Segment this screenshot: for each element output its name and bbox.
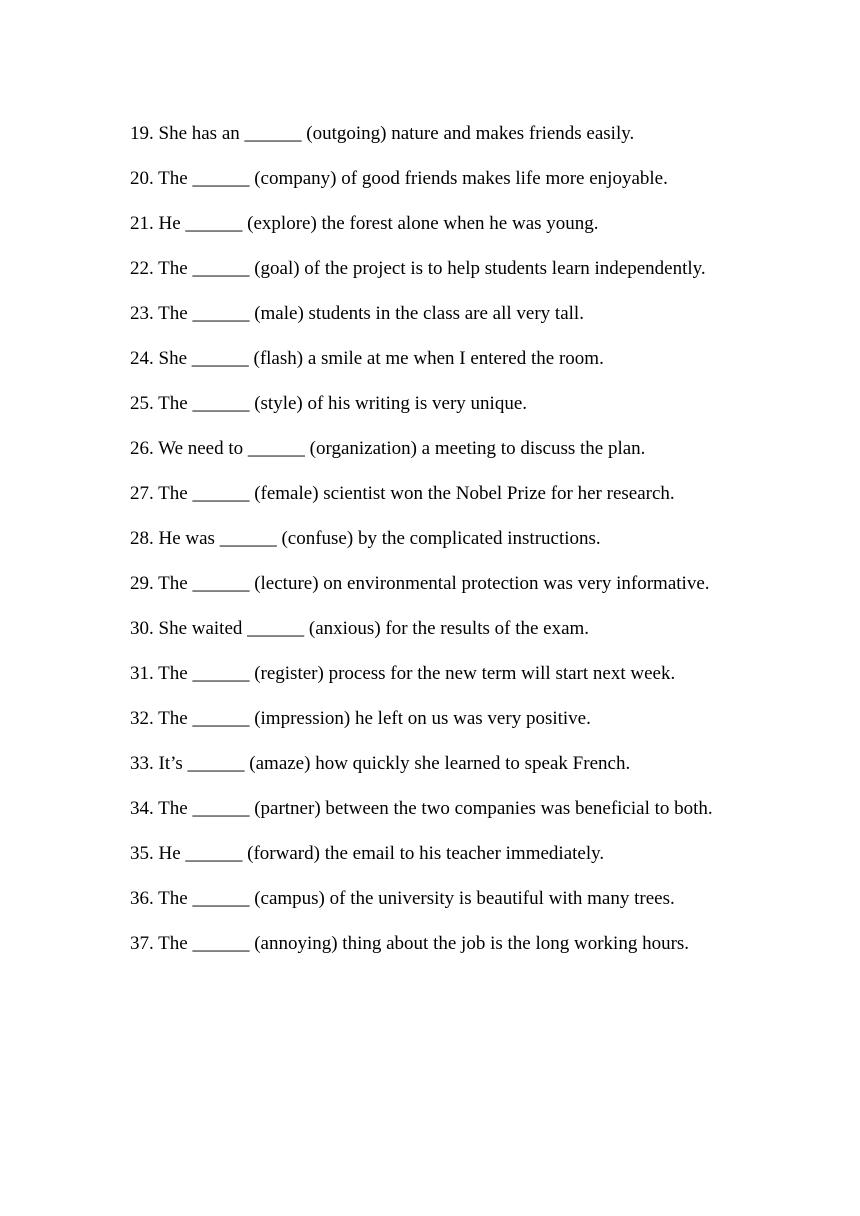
question-34: 34. The ______ (partner) between the two companies was beneficial to both. (130, 798, 713, 819)
question-24: 24. She ______ (flash) a smile at me when I entered the room. (130, 348, 604, 369)
question-20: 20. The ______ (company) of good friends makes life more enjoyable. (130, 168, 668, 189)
question-36: 36. The ______ (campus) of the university is beautiful with many trees. (130, 888, 675, 909)
question-19: 19. She has an ______ (outgoing) nature and makes friends easily. (130, 123, 635, 144)
question-33: 33. It’s ______ (amaze) how quickly she learned to speak French. (130, 753, 631, 774)
question-27: 27. The ______ (female) scientist won the Nobel Prize for her research. (130, 483, 675, 504)
exercise-page (130, 111, 731, 966)
question-30: 30. She waited ______ (anxious) for the results of the exam. (130, 618, 590, 639)
question-23: 23. The ______ (male) students in the class are all very tall. (130, 303, 584, 324)
question-26: 26. We need to ______ (organization) a meeting to discuss the plan. (130, 438, 646, 459)
question-35: 35. He ______ (forward) the email to his teacher immediately. (130, 843, 605, 864)
question-28: 28. He was ______ (confuse) by the complicated instructions. (130, 528, 601, 549)
question-22: 22. The ______ (goal) of the project is to help students learn independently. (130, 258, 706, 279)
question-37: 37. The ______ (annoying) thing about the job is the long working hours. (130, 933, 690, 954)
question-21: 21. He ______ (explore) the forest alone when he was young. (130, 213, 599, 234)
question-32: 32. The ______ (impression) he left on us was very positive. (130, 708, 591, 729)
question-31: 31. The ______ (register) process for the new term will start next week. (130, 663, 676, 684)
question-25: 25. The ______ (style) of his writing is very unique. (130, 393, 528, 414)
question-29: 29. The ______ (lecture) on environmental protection was very informative. (130, 573, 710, 594)
